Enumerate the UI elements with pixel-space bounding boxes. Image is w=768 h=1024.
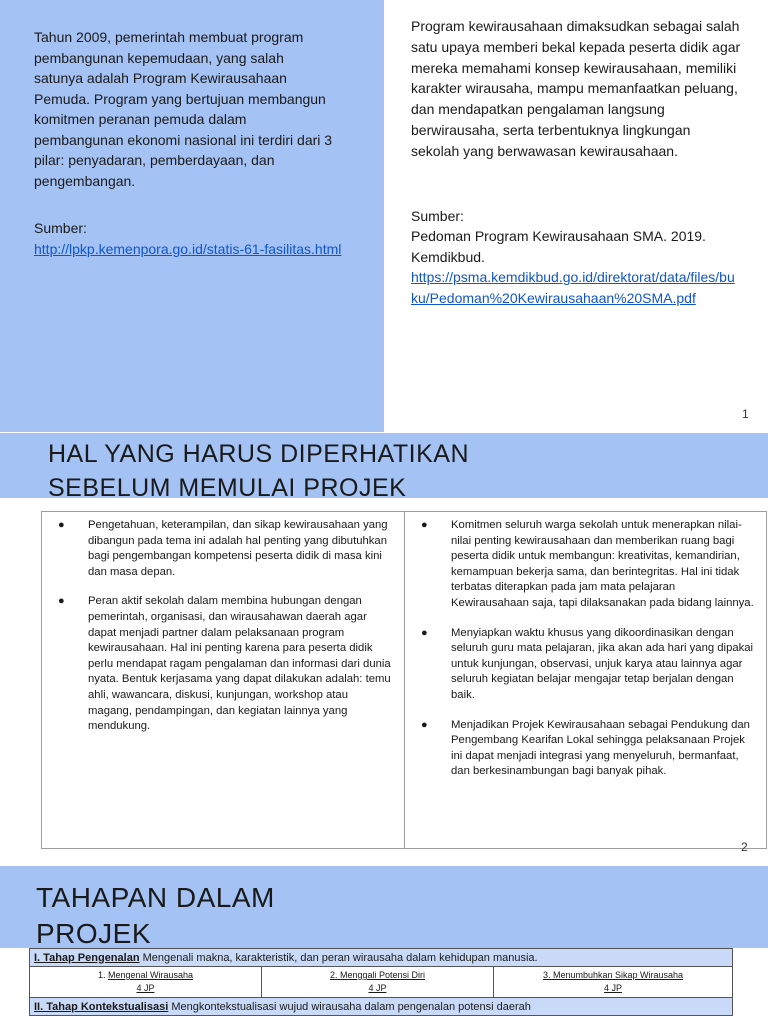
stages-table [29,948,733,1016]
bullet-icon: ● [58,519,65,531]
list-item [421,718,756,780]
list-item-text: Pengetahuan, keterampilan, dan sikap kewirausahaan yang dibangun pada tema ini adalah hal penting yang dibutuhkan bagi pengembangan kompetensi peserta didik di masa kini dan masa depan. [88,519,388,578]
slide-1-left-source [34,218,344,259]
considerations-left-column [42,512,404,848]
stage-label: II. Tahap Kontekstualisasi [34,1000,169,1013]
considerations-right-column [404,512,766,848]
substep-cell [493,967,732,998]
source-link-kemenpora[interactable]: http://lpkp.kemenpora.go.id/statis-61-fasilitas.html [34,240,342,257]
stage-header-row [30,998,733,1016]
substep-cell [261,967,493,998]
stage-description: Mengenali makna, karakteristik, dan peran wirausaha dalam kehidupan manusia. [139,951,538,964]
stage-header-cell [30,998,733,1016]
slide-1-right-source [411,206,741,308]
source-reference: Pedoman Program Kewirausahaan SMA. 2019. Kemdikbud. [411,228,706,265]
stage-header-cell [30,949,733,967]
slide-1 [0,0,768,432]
bullet-icon: ● [421,718,428,731]
page-number: 2 [741,840,748,854]
stage-substeps-row [30,967,733,998]
substep-hours: 4 JP [368,983,387,993]
page-number: 1 [742,407,749,421]
list-item [58,594,394,734]
stage-description: Mengkontekstualisasi wujud wirausaha dalam pengenalan potensi daerah [168,1000,531,1013]
list-item-text: Komitmen seluruh warga sekolah untuk menerapkan nilai-nilai penting kewirausahaan dan memberikan ruang bagi peserta didik untuk membangun: kreativitas, kemandirian, kemampuan bekerja sama, dan berintegritas. Hal ini tidak terbatas diterapkan pada jam mata pelajaran Kewirausahaan saja, tapi dilaksanakan pada bidang lainnya. [451,519,754,609]
title-line: TAHAPAN DALAM [36,882,275,913]
list-item-text: Menjadikan Projek Kewirausahaan sebagai Pendukung dan Pengembang Kearifan Lokal sehingga pelaksanaan Projek ini dapat menjadi integrasi yang menyeluruh, bermanfaat, dan berkesinambungan bagi banyak pihak. [451,718,750,778]
bullet-icon: ● [421,626,428,639]
source-link-kemdikbud[interactable]: https://psma.kemdikbud.go.id/direktorat/data/files/buku/Pedoman%20Kewirausahaan%20SMA.pdf [411,269,735,306]
bullet-icon: ● [58,595,65,608]
list-item [421,626,756,704]
substep-prefix: 1. [97,970,108,980]
list-item [421,518,756,612]
substep-title: 3. Menumbuhkan Sikap Wirausaha [542,970,684,980]
stage-label: I. Tahap Pengenalan [34,951,140,964]
list-item [58,518,394,580]
slide-2-title [48,437,648,505]
title-line: PROJEK [36,918,152,949]
slide-3-title [36,880,356,952]
substep-title: 2. Menggali Potensi Diri [329,970,425,980]
source-label: Sumber: [34,220,87,236]
source-label: Sumber: [411,208,464,224]
bullet-icon: ● [421,519,428,531]
slide-1-left-paragraph: Tahun 2009, pemerintah membuat program pembangunan kepemudaan, yang salah satunya adalah Program Kewirausahaan Pemuda. Program yang bertujuan membangun komitmen peranan pemuda dalam pembangunan ekonomi nasional ini terdiri dari 3 pilar: penyadaran, pemberdayaan, dan pengembangan. [34,29,333,189]
considerations-table [41,511,767,849]
list-item-text: Peran aktif sekolah dalam membina hubungan dengan pemerintah, organisasi, dan wirausahawan daerah agar dapat menjadi partner dalam pelaksanaan program kewirausahaan. Hal ini penting karena para peserta didik perlu mendapat ragam pengalaman dan informasi dari dunia nyata. Bentuk kerjasama yang dapat dilakukan adalah: temu ahli, wawancara, diskusi, kunjungan, workshop atau magang, pendampingan, dan kegiatan lainnya yang mendukung. [88,595,391,733]
stage-header-row [30,949,733,967]
title-line: HAL YANG HARUS DIPERHATIKAN [48,440,469,468]
slide-1-right-paragraph: Program kewirausahaan dimaksudkan sebagai salah satu upaya memberi bekal kepada peserta didik agar mereka memahami konsep kewirausahaan, memiliki karakter wirausaha, mampu memanfaatkan peluang, dan mendapatkan pengalaman langsung berwirausaha, serta terbentuknya lingkungan sekolah yang berwawasan kewirausahaan. [411,18,741,159]
title-line: SEBELUM MEMULAI PROJEK [48,474,407,502]
substep-title: Mengenal Wirausaha [107,970,194,980]
substep-hours: 4 JP [136,983,155,993]
substep-hours: 4 JP [603,983,622,993]
substep-cell [30,967,262,998]
list-item-text: Menyiapkan waktu khusus yang dikoordinasikan dengan seluruh guru mata pelajaran, jika akan ada hari yang dipakai untuk kunjungan, observasi, unjuk karya atau lainnya agar seluruh kegiatan belajar mengajar tetap berjalan dengan baik. [451,626,754,701]
